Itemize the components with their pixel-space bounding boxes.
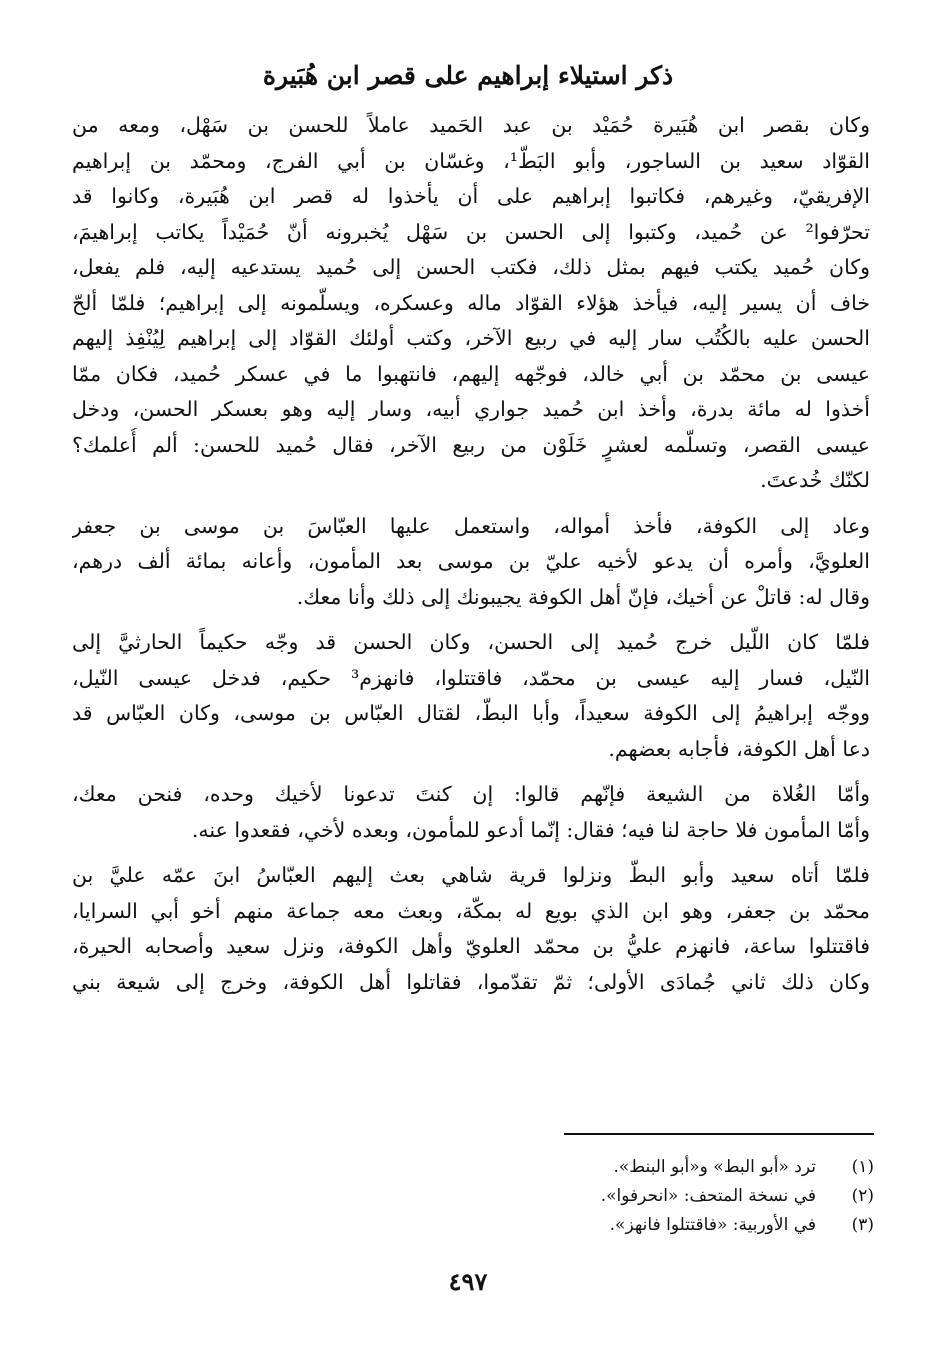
footnotes xyxy=(274,1153,874,1240)
text-line: الحسن عليه بالكُتُب سار إليه في ربيع الآخر، وكتب أولئك القوّاد إلى إبراهيم لِيُنْفِذ إليهم xyxy=(72,326,870,350)
text-line: ووجّه إبراهيمُ إلى الكوفة سعيداً، وأبا البطّ، لقتال العبّاس بن موسى، وكان العبّاس قد xyxy=(72,701,870,725)
section-title: ذكر استيلاء إبراهيم على قصر ابن هُبَيرة xyxy=(262,61,674,90)
paragraph-2 xyxy=(72,509,870,616)
text-line: دعا أهل الكوفة، فأجابه بعضهم. xyxy=(608,736,870,761)
text-line: خاف أن يسير إليه، فيأخذ هؤلاء القوّاد ماله وعسكره، ويسلّمونه إلى إبراهيم؛ فلمّا ألحّ xyxy=(72,290,870,315)
text-line: القوّاد سعيد بن الساجور، وأبو البَطّ¹، وغسّان بن أبي الفرج، ومحمّد بن إبراهيم xyxy=(72,148,870,173)
paragraph-5 xyxy=(72,858,870,1000)
footnote-text: في نسخة المتحف: «انحرفوا». xyxy=(600,1186,816,1206)
footnote-text: في الأوربية: «فاقتتلوا فانهز». xyxy=(609,1215,816,1235)
footnote-2 xyxy=(274,1182,874,1211)
text-line: فلمّا أتاه سعيد وأبو البطّ ونزلوا قرية شاهي بعث إليهم العبّاسُ ابنَ عمّه عليَّ بن xyxy=(72,863,870,887)
footnote-3 xyxy=(274,1211,874,1240)
text-line: الإفريقيّ، وغيرهم، فكاتبوا إبراهيم على أن يأخذوا له قصر ابن هُبَيرة، وكانوا قد xyxy=(72,184,870,208)
main-text xyxy=(72,108,870,1010)
text-line: وكان بقصر ابن هُبَيرة حُمَيْد بن عبد الحَميد عاملاً للحسن بن سَهْل، ومعه من xyxy=(72,113,870,137)
footnote-number: (٢) xyxy=(851,1186,874,1206)
footnote-number: (١) xyxy=(851,1157,874,1177)
text-line: النّيل، فسار إليه عيسى بن محمّد، فاقتتلوا، فانهزم³ حكيم، فدخل عيسى النّيل، xyxy=(72,665,870,690)
text-line: فلمّا كان اللّيل خرج حُميد إلى الحسن، وكان الحسن قد وجّه حكيماً الحارثيَّ إلى xyxy=(72,630,870,654)
footnote-text: ترد «أبو البط» و«أبو البنط». xyxy=(613,1157,816,1177)
text-line: وعاد إلى الكوفة، فأخذ أمواله، واستعمل عليها العبّاسَ بن موسى بن جعفر xyxy=(72,513,870,538)
text-line: العلويَّ، وأمره أن يدعو لأخيه عليّ بن موسى بعد المأمون، وأعانه بمائة ألف درهم، xyxy=(72,549,870,573)
text-line: وأمّا المأمون فلا حاجة لنا فيه؛ فقال: إنّما أدعو للمأمون، وبعده لأخي، فقعدوا عنه. xyxy=(191,817,870,842)
footnote-number: (٣) xyxy=(851,1215,874,1235)
text-line: محمّد بن جعفر، وهو ابن الذي بويع له بمكّة، وبعث معه جماعة منهم أخو أبي السرايا، xyxy=(72,898,870,923)
page-number: ٤٩٧ xyxy=(448,1267,488,1296)
text-line: وقال له: قاتلْ عن أخيك، فإنّ أهل الكوفة يجيبونك إلى ذلك وأنا معك. xyxy=(296,584,870,609)
paragraph-1 xyxy=(72,108,870,499)
text-line: لكنّك خُدعتَ. xyxy=(760,468,870,492)
text-line: تحرّفوا² عن حُميد، وكتبوا إلى الحسن بن سَهْل يُخبرونه أنّ حُمَيْداً يكاتب إبراهيمَ، xyxy=(72,219,870,244)
footnote-separator xyxy=(564,1133,874,1135)
text-line: أخذوا له مائة بدرة، وأخذ ابن حُميد جواري أبيه، وسار إليه وهو بعسكر الحسن، ودخل xyxy=(72,397,870,421)
text-line: وكان حُميد يكتب فيهم بمثل ذلك، فكتب الحسن إلى حُميد يستدعيه إليه، فلم يفعل، xyxy=(72,255,870,279)
text-line: عيسى بن محمّد بن أبي خالد، فوجّهه إليهم، فانتهبوا ما في عسكر حُميد، فكان ممّا xyxy=(72,361,870,386)
text-line: عيسى القصر، وتسلّمه لعشرٍ خَلَوْن من ربيع الآخر، فقال حُميد للحسن: ألم أُعلمك؟ xyxy=(72,432,870,457)
footnote-1 xyxy=(274,1153,874,1182)
paragraph-3 xyxy=(72,625,870,767)
text-line: وكان ذلك ثاني جُمادَى الأولى؛ ثمّ تقدّموا، فقاتلوا أهل الكوفة، وخرج إلى شيعة بني xyxy=(72,969,870,994)
paragraph-4 xyxy=(72,777,870,848)
text-line: فاقتتلوا ساعة، فانهزم عليُّ بن محمّد العلويّ وأهل الكوفة، ونزل سعيد وأصحابه الحيرة، xyxy=(72,934,870,958)
text-line: وأمّا الغُلاة من الشيعة فإنّهم قالوا: إن كنتَ تدعونا لأخيك وحده، فنحن معك، xyxy=(72,782,870,806)
